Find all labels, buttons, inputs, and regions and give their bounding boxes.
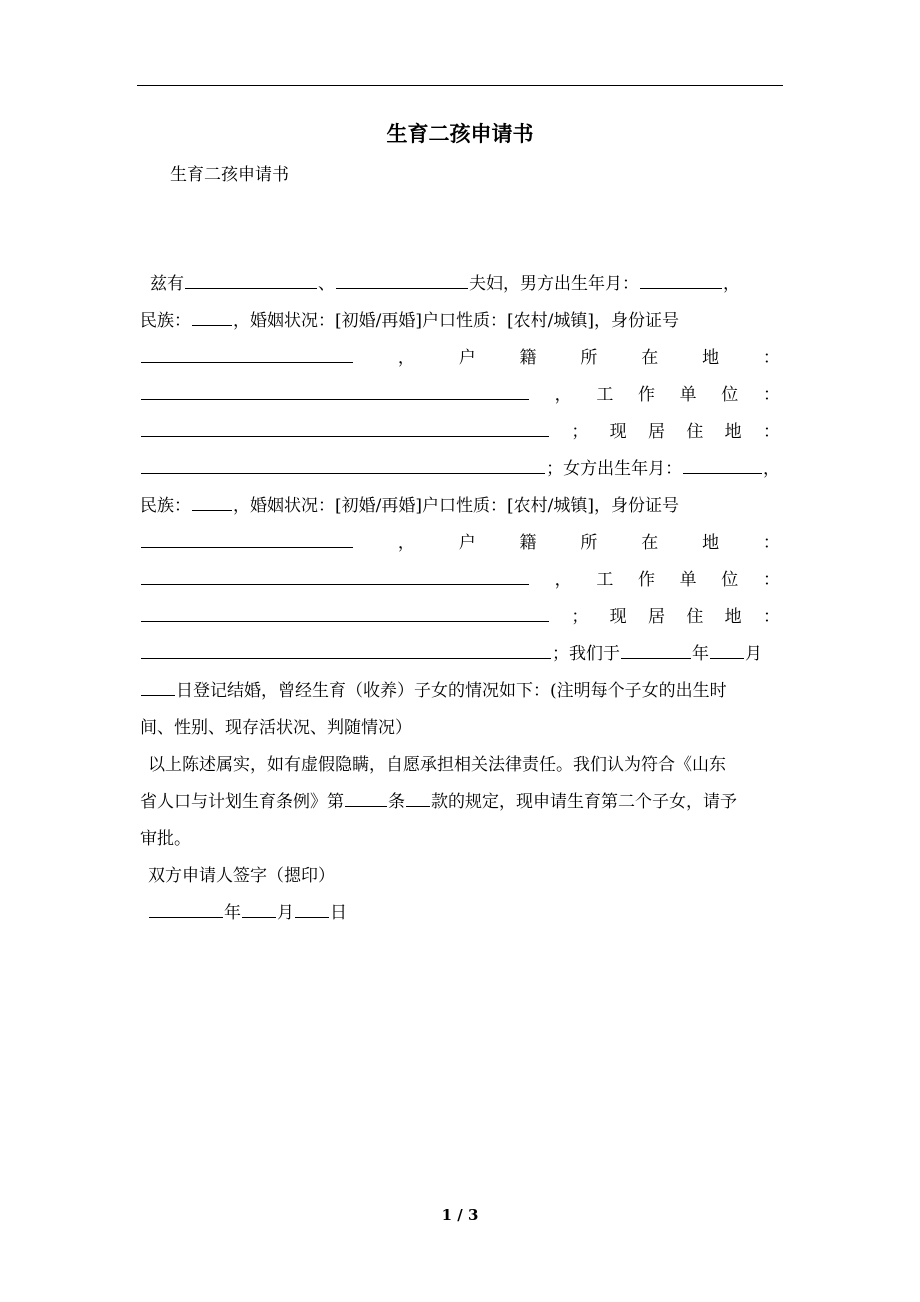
text-semicolon: ； bbox=[571, 422, 589, 442]
text-char: 位 bbox=[721, 570, 739, 590]
blank-wife-residence[interactable] bbox=[141, 640, 551, 659]
text-husband-birth: 夫妇，男方出生年月： bbox=[469, 274, 639, 294]
text-char: 作 bbox=[637, 570, 655, 590]
blank-wife-hukou[interactable] bbox=[141, 566, 529, 585]
text-colon: ： bbox=[762, 385, 780, 405]
line-approval bbox=[140, 825, 780, 862]
text-ziyou: 兹有 bbox=[150, 274, 184, 294]
text-char: 工 bbox=[596, 570, 614, 590]
blank-husband-id[interactable] bbox=[141, 344, 353, 363]
blank-husband-work[interactable] bbox=[141, 418, 549, 437]
text-approval: 审批。 bbox=[140, 829, 191, 849]
blank-article[interactable] bbox=[345, 788, 387, 807]
text-comma: ， bbox=[397, 533, 415, 553]
text-request: 款的规定，现申请生育第二个子女，请予 bbox=[431, 792, 737, 812]
line-wife-id bbox=[140, 529, 780, 566]
text-article: 条 bbox=[388, 792, 405, 812]
text-char: 所 bbox=[580, 533, 598, 553]
line-regulation bbox=[140, 788, 780, 825]
text-colon: ： bbox=[762, 607, 780, 627]
text-char: 住 bbox=[686, 422, 704, 442]
text-char: 地 bbox=[724, 422, 742, 442]
line-wife-work bbox=[140, 603, 780, 640]
line-wife-residence bbox=[140, 640, 780, 677]
text-day: 日 bbox=[330, 903, 347, 923]
text-char: 地 bbox=[702, 533, 720, 553]
text-colon: ： bbox=[762, 570, 780, 590]
line-husband-id bbox=[140, 344, 780, 381]
blank-sign-month[interactable] bbox=[242, 899, 276, 918]
text-comma: ， bbox=[397, 348, 415, 368]
text-char: 户 bbox=[458, 533, 476, 553]
text-signature: 双方申请人签字（摁印） bbox=[148, 866, 335, 886]
line-husband-hukou bbox=[140, 381, 780, 418]
blank-marriage-day[interactable] bbox=[141, 677, 175, 696]
line-husband-work bbox=[140, 418, 780, 455]
blank-marriage-month[interactable] bbox=[710, 640, 744, 659]
blank-wife-ethnicity[interactable] bbox=[192, 492, 232, 511]
text-char: 籍 bbox=[519, 348, 537, 368]
text-comma: ， bbox=[554, 570, 572, 590]
document-body bbox=[140, 270, 780, 936]
text-month: 月 bbox=[277, 903, 294, 923]
text-char: 现 bbox=[609, 607, 627, 627]
document-title: 生育二孩申请书 bbox=[386, 121, 534, 146]
page-number: 1 / 3 bbox=[441, 1206, 479, 1224]
line-husband-residence bbox=[140, 455, 780, 492]
text-we-on: ；我们于 bbox=[552, 644, 620, 664]
blank-marriage-year[interactable] bbox=[621, 640, 691, 659]
text-marital-hukou: ，婚姻状况：[初婚/再婚]户口性质：[农村/城镇]，身份证号 bbox=[233, 311, 679, 331]
line-wife-status bbox=[140, 492, 780, 529]
text-semicolon: ； bbox=[571, 607, 589, 627]
text-month: 月 bbox=[745, 644, 762, 664]
text-comma: ， bbox=[554, 385, 572, 405]
text-ethnicity: 民族： bbox=[140, 496, 191, 516]
text-char: 在 bbox=[641, 348, 659, 368]
line-sign-date bbox=[140, 899, 780, 936]
blank-wife-work[interactable] bbox=[141, 603, 549, 622]
blank-wife-id[interactable] bbox=[141, 529, 353, 548]
blank-husband-ethnicity[interactable] bbox=[192, 307, 232, 326]
text-char: 籍 bbox=[519, 533, 537, 553]
text-colon: ： bbox=[762, 533, 780, 553]
blank-wife-name[interactable] bbox=[336, 270, 468, 289]
text-comma: ， bbox=[723, 274, 740, 294]
blank-sign-year[interactable] bbox=[149, 899, 223, 918]
text-char: 居 bbox=[647, 422, 665, 442]
blank-wife-birth[interactable] bbox=[683, 455, 762, 474]
text-char: 位 bbox=[721, 385, 739, 405]
text-char: 户 bbox=[458, 348, 476, 368]
line-declaration bbox=[140, 751, 780, 788]
text-char: 地 bbox=[724, 607, 742, 627]
text-sep: 、 bbox=[318, 274, 335, 294]
text-marital-hukou: ，婚姻状况：[初婚/再婚]户口性质：[农村/城镇]，身份证号 bbox=[233, 496, 679, 516]
text-regulation: 省人口与计划生育条例》第 bbox=[140, 792, 344, 812]
text-char: 地 bbox=[702, 348, 720, 368]
text-colon: ： bbox=[762, 348, 780, 368]
text-char: 作 bbox=[637, 385, 655, 405]
line-couple bbox=[140, 270, 780, 307]
blank-husband-name[interactable] bbox=[185, 270, 317, 289]
text-char: 居 bbox=[647, 607, 665, 627]
text-char: 住 bbox=[686, 607, 704, 627]
text-colon: ： bbox=[762, 422, 780, 442]
line-husband-status bbox=[140, 307, 780, 344]
text-children-info: 日登记结婚，曾经生育（收养）子女的情况如下：(注明每个子女的出生时 bbox=[176, 681, 727, 701]
text-year: 年 bbox=[692, 644, 709, 664]
blank-husband-birth[interactable] bbox=[640, 270, 722, 289]
text-char: 在 bbox=[641, 533, 659, 553]
text-char: 现 bbox=[609, 422, 627, 442]
text-char: 单 bbox=[679, 570, 697, 590]
line-signature bbox=[140, 862, 780, 899]
text-year: 年 bbox=[224, 903, 241, 923]
blank-clause[interactable] bbox=[406, 788, 430, 807]
text-char: 单 bbox=[679, 385, 697, 405]
line-marriage-day bbox=[140, 677, 780, 714]
document-subtitle: 生育二孩申请书 bbox=[170, 165, 289, 185]
text-ethnicity: 民族： bbox=[140, 311, 191, 331]
text-declaration: 以上陈述属实，如有虚假隐瞒，自愿承担相关法律责任。我们认为符合《山东 bbox=[148, 755, 726, 775]
line-wife-hukou bbox=[140, 566, 780, 603]
text-char: 所 bbox=[580, 348, 598, 368]
text-comma: ， bbox=[763, 459, 780, 479]
text-children-note: 间、性别、现存活状况、判随情况） bbox=[140, 718, 412, 738]
line-children-note bbox=[140, 714, 780, 751]
header-rule bbox=[137, 85, 783, 86]
text-char: 工 bbox=[596, 385, 614, 405]
text-wife-birth: ；女方出生年月： bbox=[546, 459, 683, 479]
blank-husband-hukou[interactable] bbox=[141, 381, 529, 400]
blank-husband-residence[interactable] bbox=[141, 455, 545, 474]
blank-sign-day[interactable] bbox=[295, 899, 329, 918]
